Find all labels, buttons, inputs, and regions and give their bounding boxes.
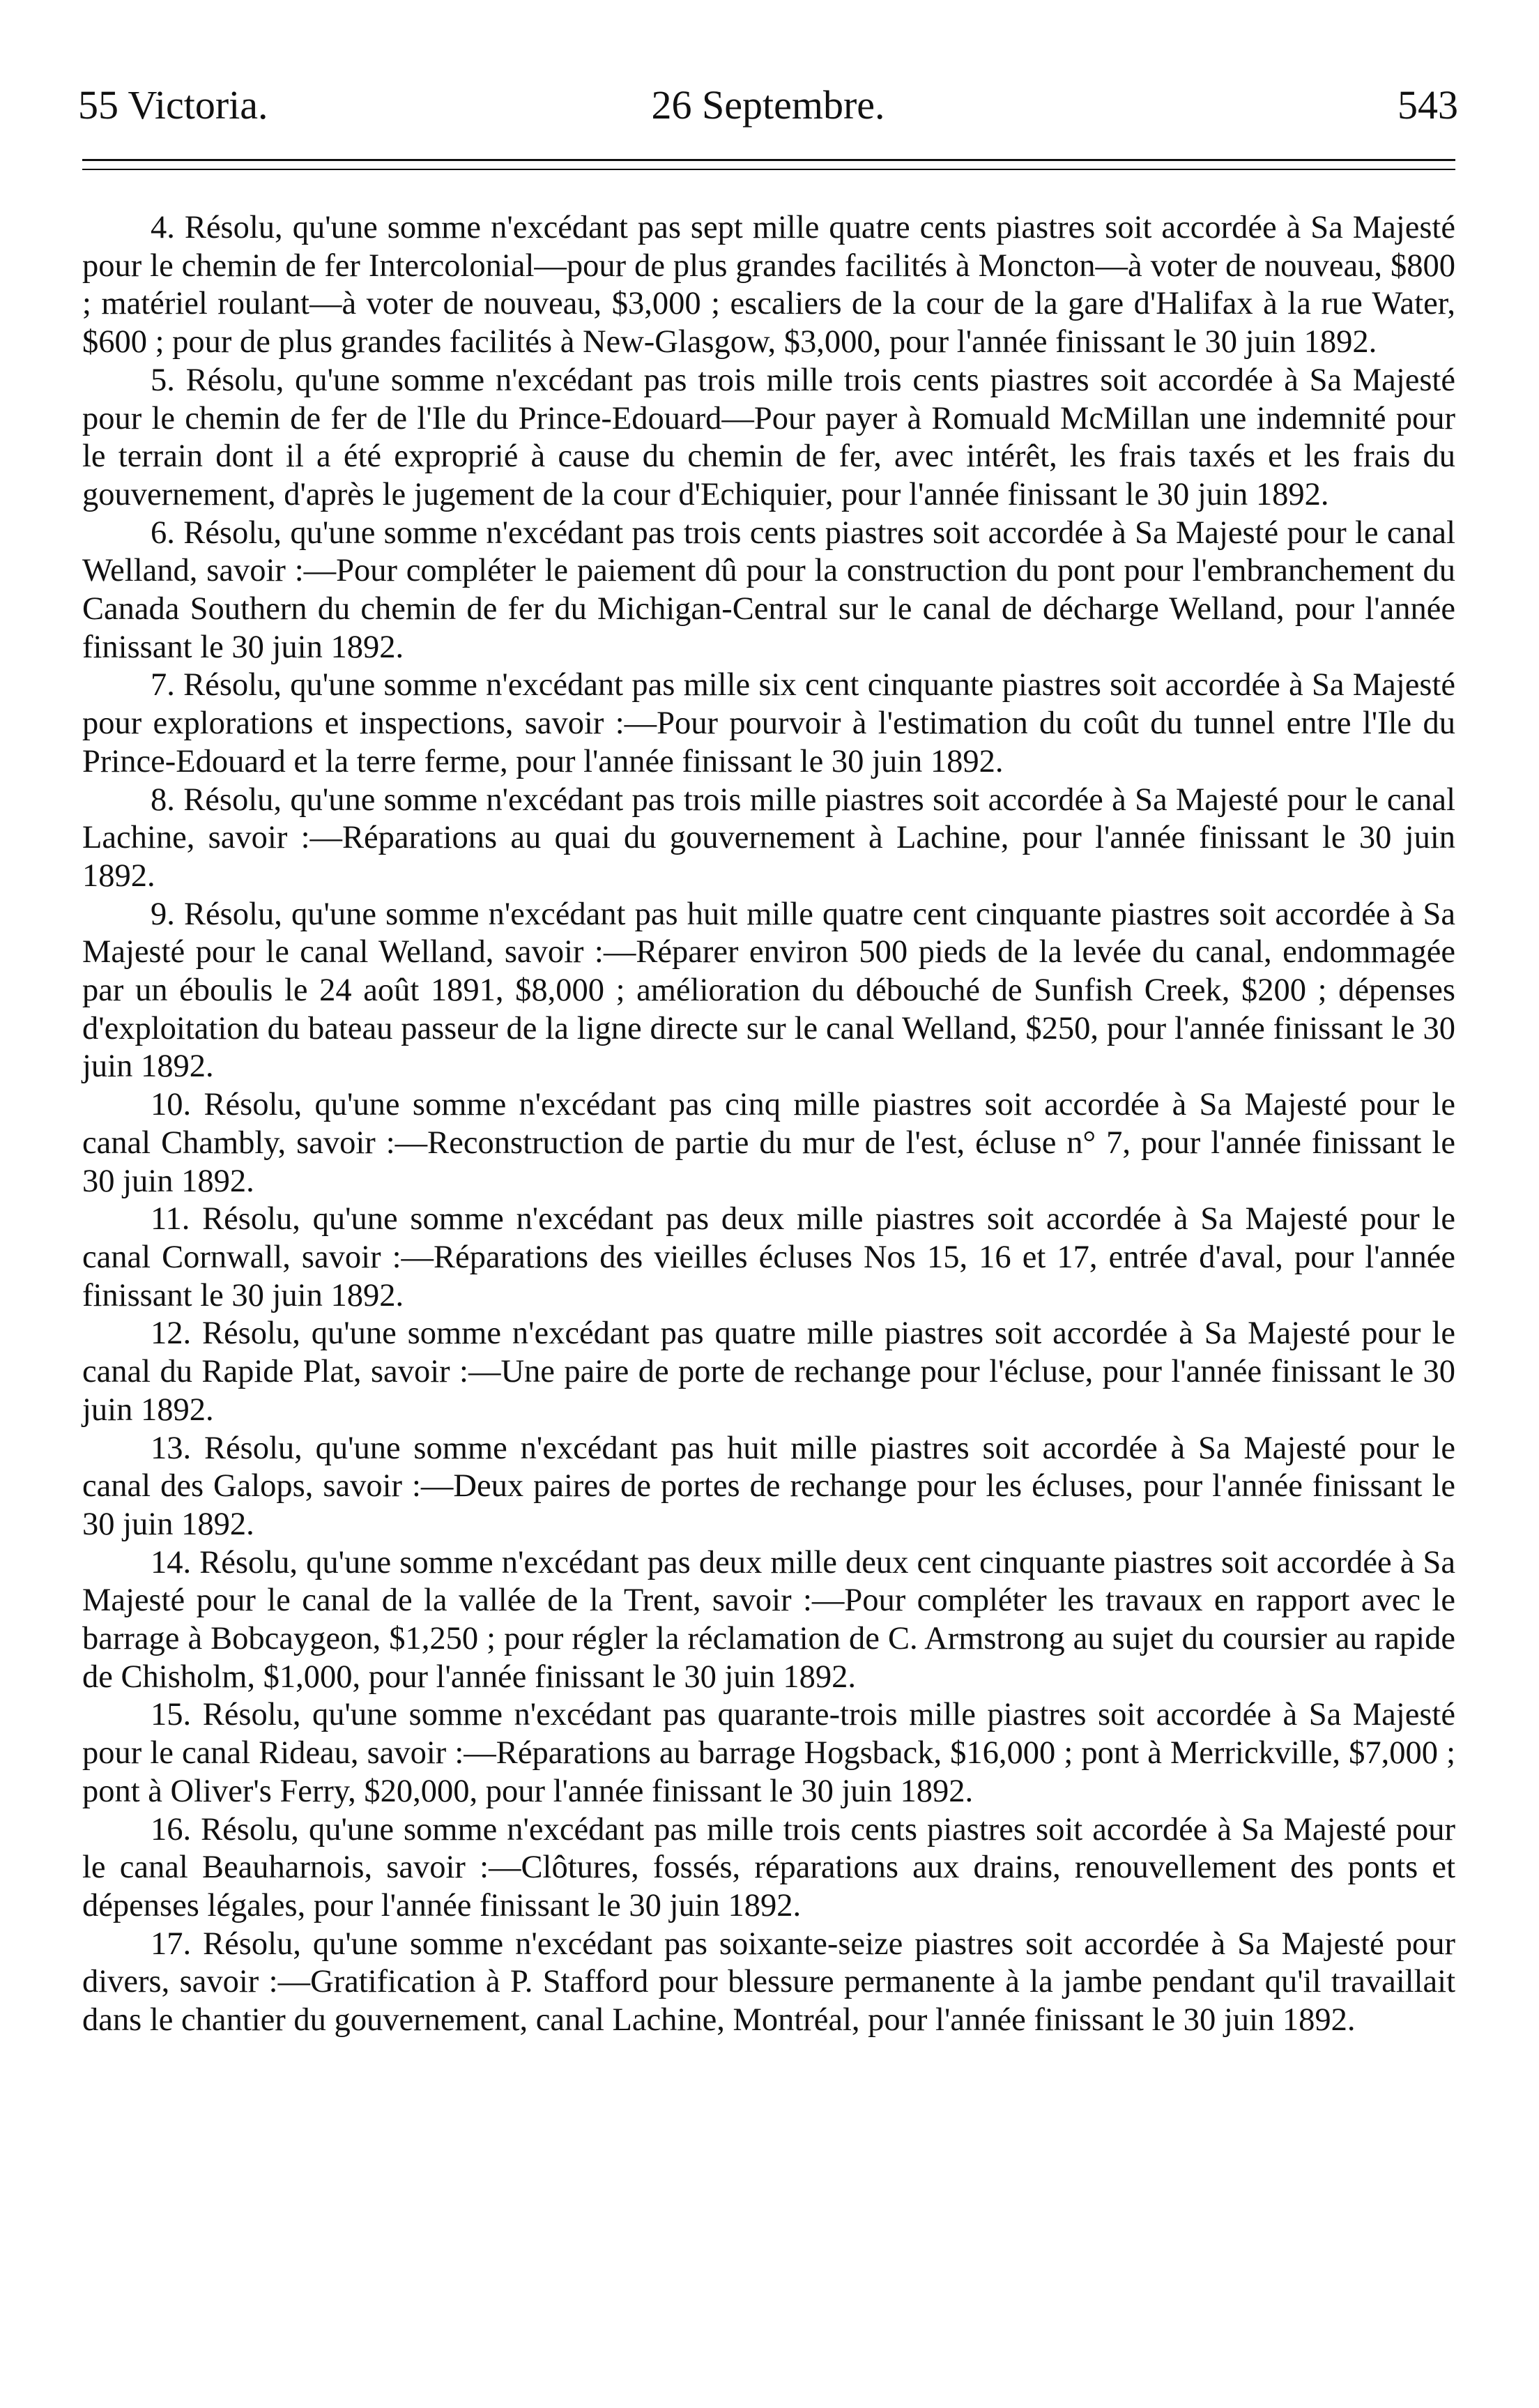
resolution-12: 12. Résolu, qu'une somme n'excédant pas quatre mille piastres soit accordée à Sa Majesté pour le canal du Rapide Plat, savoir :—Une paire de porte de rechange pour l'écluse, pour l'année finissant le 30 juin 1892.: [82, 1316, 1455, 1428]
resolution-16: 16. Résolu, qu'une somme n'excédant pas mille trois cents piastres soit accordée à Sa Majesté pour le canal Beauharnois, savoir :—Clôtures, fossés, réparations aux drains, renouvellement des ponts et dépenses légales, pour l'année finissant le 30 juin 1892.: [82, 1811, 1455, 1923]
resolution-15: 15. Résolu, qu'une somme n'excédant pas quarante-trois mille piastres soit accordée à Sa Majesté pour le canal Rideau, savoir :—Réparations au barrage Hogsback, $16,000 ; pont à Merrickville, $7,000 ; pont à Oliver's Ferry, $20,000, pour l'année finissant le 30 juin 1892.: [82, 1697, 1455, 1809]
resolution-9: 9. Résolu, qu'une somme n'excédant pas huit mille quatre cent cinquante piastres soit accordée à Sa Majesté pour le canal Welland, savoir :—Réparer environ 500 pieds de la levée du canal, endommagée par un éboulis le 24 août 1891, $8,000 ; amélioration du débouché de Sunfish Creek, $200 ; dépenses d'exploitation du bateau passeur de la ligne directe sur le canal Welland, $250, pour l'année finissant le 30 juin 1892.: [82, 896, 1455, 1085]
resolution-13: 13. Résolu, qu'une somme n'excédant pas huit mille piastres soit accordée à Sa Majesté pour le canal des Galops, savoir :—Deux paires de portes de rechange pour les écluses, pour l'année finissant le 30 juin 1892.: [82, 1430, 1455, 1542]
resolution-4: 4. Résolu, qu'une somme n'excédant pas sept mille quatre cents piastres soit accordée à Sa Majesté pour le chemin de fer Intercolonial—pour de plus grandes facilités à Moncton—à voter de nouveau, $800 ; matériel roulant—à voter de nouveau, $3,000 ; escaliers de la cour de la gare d'Halifax à la rue Water, $600 ; pour de plus grandes facilités à New-Glasgow, $3,000, pour l'année finissant le 30 juin 1892.: [82, 210, 1455, 360]
header-date: 26 Septembre.: [651, 82, 885, 128]
header-session: 55 Victoria.: [78, 82, 268, 128]
resolutions-body: [82, 209, 1455, 2040]
resolution-5: 5. Résolu, qu'une somme n'excédant pas trois mille trois cents piastres soit accordée à Sa Majesté pour le chemin de fer de l'Ile du Prince-Edouard—Pour payer à Romuald McMillan une indemnité pour le terrain dont il a été exproprié à cause du chemin de fer, avec intérêt, les frais taxés et les frais du gouvernement, d'après le jugement de la cour d'Echiquier, pour l'année finissant le 30 juin 1892.: [82, 362, 1455, 512]
resolution-7: 7. Résolu, qu'une somme n'excédant pas mille six cent cinquante piastres soit accordée à Sa Majesté pour explorations et inspections, savoir :—Pour pourvoir à l'estimation du coût du tunnel entre l'Ile du Prince-Edouard et la terre ferme, pour l'année finissant le 30 juin 1892.: [82, 667, 1455, 779]
resolution-8: 8. Résolu, qu'une somme n'excédant pas trois mille piastres soit accordée à Sa Majesté pour le canal Lachine, savoir :—Réparations au quai du gouvernement à Lachine, pour l'année finissant le 30 juin 1892.: [82, 782, 1455, 894]
resolution-11: 11. Résolu, qu'une somme n'excédant pas deux mille piastres soit accordée à Sa Majesté pour le canal Cornwall, savoir :—Réparations des vieilles écluses Nos 15, 16 et 17, entrée d'aval, pour l'année finissant le 30 juin 1892.: [82, 1201, 1455, 1313]
header-rule-thin: [82, 169, 1455, 170]
page-header: [78, 75, 1458, 135]
resolution-10: 10. Résolu, qu'une somme n'excédant pas cinq mille piastres soit accordée à Sa Majesté pour le canal Chambly, savoir :—Reconstruction de partie du mur de l'est, écluse n° 7, pour l'année finissant le 30 juin 1892.: [82, 1087, 1455, 1199]
resolution-14: 14. Résolu, qu'une somme n'excédant pas deux mille deux cent cinquante piastres soit accordée à Sa Majesté pour le canal de la vallée de la Trent, savoir :—Pour compléter les travaux en rapport avec le barrage à Bobcaygeon, $1,250 ; pour régler la réclamation de C. Armstrong au sujet du coursier au rapide de Chisholm, $1,000, pour l'année finissant le 30 juin 1892.: [82, 1544, 1455, 1695]
header-rule-thick: [82, 159, 1455, 161]
resolution-6: 6. Résolu, qu'une somme n'excédant pas trois cents piastres soit accordée à Sa Majesté pour le canal Welland, savoir :—Pour compléter le paiement dû pour la construction du pont pour l'embranchement du Canada Southern du chemin de fer du Michigan-Central sur le canal de décharge Welland, pour l'année finissant le 30 juin 1892.: [82, 515, 1455, 665]
resolution-17: 17. Résolu, qu'une somme n'excédant pas soixante-seize piastres soit accordée à Sa Majesté pour divers, savoir :—Gratification à P. Stafford pour blessure permanente à la jambe pendant qu'il travaillait dans le chantier du gouvernement, canal Lachine, Montréal, pour l'année finissant le 30 juin 1892.: [82, 1926, 1455, 2039]
page-number: 543: [1398, 82, 1458, 128]
